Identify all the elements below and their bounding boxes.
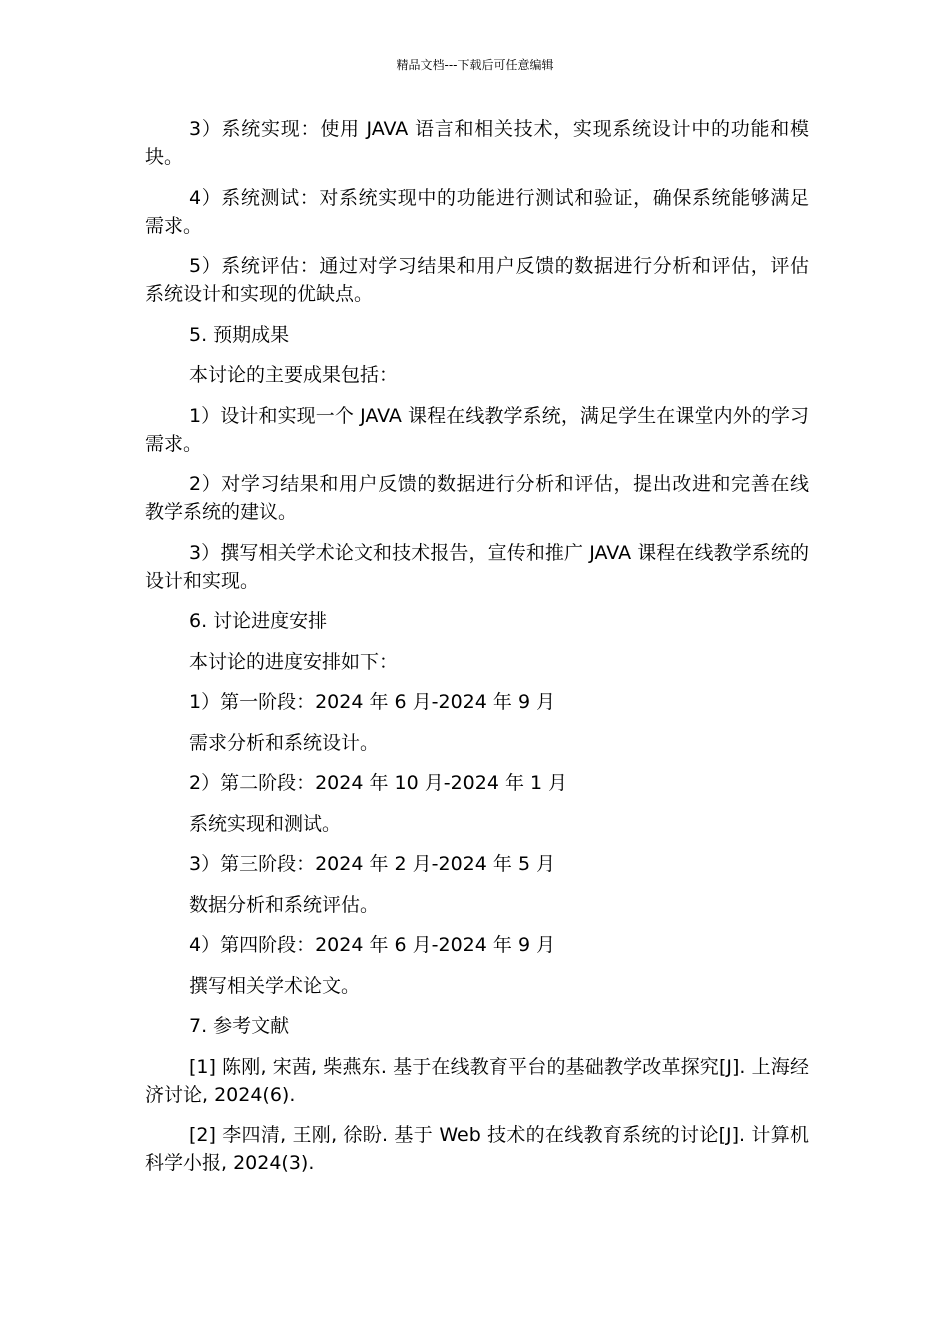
- schedule-phase-1: 1）第一阶段：2024 年 6 月-2024 年 9 月: [189, 691, 556, 713]
- schedule-phase-2-task: 系统实现和测试。: [189, 812, 342, 835]
- document-body: [145, 115, 809, 1190]
- page-header: 精品文档---下载后可任意编辑: [396, 58, 554, 72]
- section-heading-expected-results: 5. 预期成果: [189, 323, 290, 346]
- paragraph-results-intro: 本讨论的主要成果包括：: [189, 364, 399, 386]
- schedule-phase-2: 2）第二阶段：2024 年 10 月-2024 年 1 月: [189, 772, 568, 794]
- paragraph-result-2: 2）对学习结果和用户反馈的数据进行分析和评估，提出改进和完善在线教学系统的建议。: [145, 473, 809, 523]
- schedule-phase-3-task: 数据分析和系统评估。: [189, 893, 380, 916]
- paragraph-result-3: 3）撰写相关学术论文和技术报告，宣传和推广 JAVA 课程在线教学系统的设计和实现。: [145, 541, 809, 592]
- paragraph-system-evaluation: 5）系统评估：通过对学习结果和用户反馈的数据进行分析和评估，评估系统设计和实现的优缺点。: [145, 255, 809, 305]
- schedule-phase-4: 4）第四阶段：2024 年 6 月-2024 年 9 月: [189, 934, 556, 956]
- section-heading-schedule: 6. 讨论进度安排: [189, 610, 328, 632]
- schedule-phase-3: 3）第三阶段：2024 年 2 月-2024 年 5 月: [189, 853, 556, 875]
- schedule-phase-4-task: 撰写相关学术论文。: [189, 974, 361, 997]
- paragraph-result-1: 1）设计和实现一个 JAVA 课程在线教学系统，满足学生在课堂内外的学习需求。: [145, 404, 809, 455]
- reference-item: [1] 陈刚, 宋茜, 柴燕东. 基于在线教育平台的基础教学改革探究[J]. 上海经济讨论, 2024(6).: [145, 1055, 809, 1106]
- paragraph-system-testing: 4）系统测试：对系统实现中的功能进行测试和验证，确保系统能够满足需求。: [145, 186, 809, 237]
- schedule-phase-1-task: 需求分析和系统设计。: [189, 731, 380, 754]
- paragraph-schedule-intro: 本讨论的进度安排如下：: [189, 650, 399, 673]
- paragraph-system-implementation: 3）系统实现：使用 JAVA 语言和相关技术，实现系统设计中的功能和模块。: [145, 118, 809, 168]
- section-heading-references: 7. 参考文献: [189, 1015, 290, 1037]
- reference-item: [2] 李四清, 王刚, 徐盼. 基于 Web 技术的在线教育系统的讨论[J]. 计算机科学小报, 2024(3).: [145, 1124, 809, 1174]
